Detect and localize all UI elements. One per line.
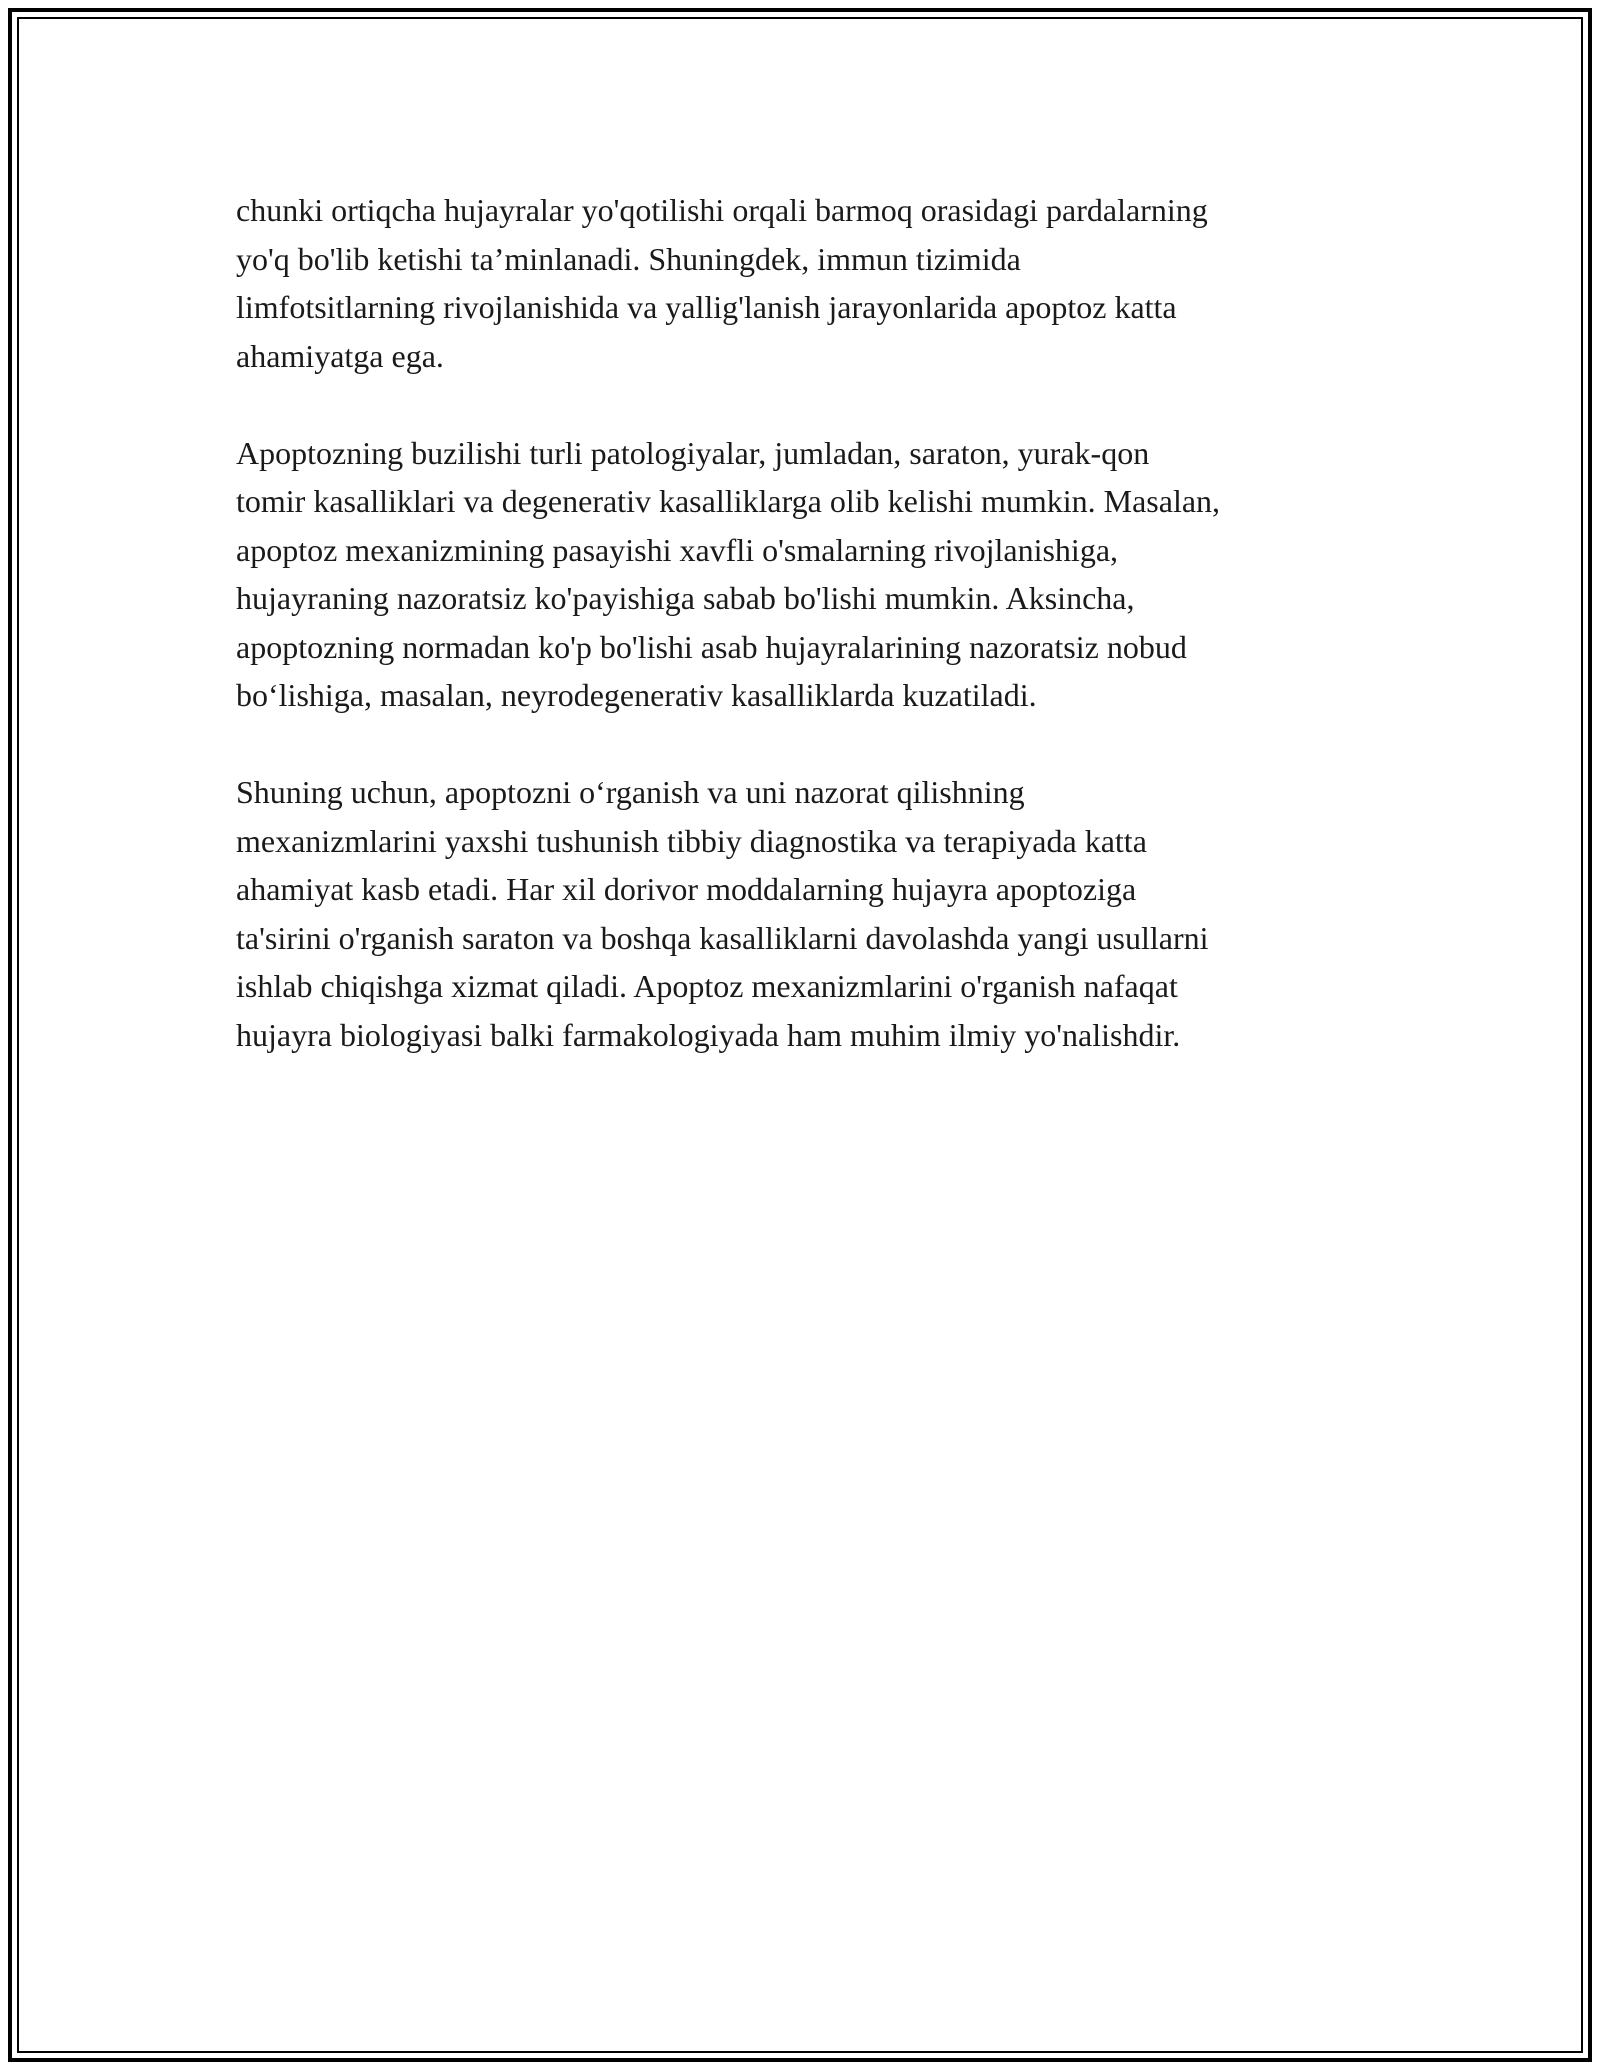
- text-line: ishlab chiqishga xizmat qiladi. Apoptoz mexanizmlarini o'rganish nafaqat: [236, 968, 1178, 1004]
- text-line: chunki ortiqcha hujayralar yo'qotilishi orqali barmoq orasidagi pardalarning: [236, 192, 1208, 228]
- text-line: ta'sirini o'rganish saraton va boshqa kasalliklarni davolashda yangi usullarni: [236, 919, 1209, 956]
- paragraph-2: [236, 429, 1376, 720]
- text-line: yo'q bo'lib ketishi ta’minlanadi. Shuningdek, immun tizimida: [236, 240, 1021, 277]
- text-line: ahamiyatga ega.: [236, 337, 444, 374]
- text-line: apoptozning normadan ko'p bo'lishi asab hujayralarining nazoratsiz nobud: [236, 628, 1187, 665]
- paragraph-3: [236, 768, 1376, 1059]
- text-line: hujayra biologiyasi balki farmakologiyada ham muhim ilmiy yo'nalishdir.: [236, 1016, 1181, 1053]
- text-line: hujayraning nazoratsiz ko'payishiga sabab bo'lishi mumkin. Aksincha,: [236, 580, 1135, 616]
- document-body: [236, 186, 1376, 1108]
- text-line: tomir kasalliklari va degenerativ kasalliklarga olib kelishi mumkin. Masalan,: [236, 483, 1221, 519]
- paragraph-1: [236, 186, 1376, 380]
- text-line: ahamiyat kasb etadi. Har xil dorivor moddalarning hujayra apoptoziga: [236, 871, 1137, 907]
- text-line: apoptoz mexanizmining pasayishi xavfli o'smalarning rivojlanishiga,: [236, 531, 1119, 568]
- text-line: Shuning uchun, apoptozni o‘rganish va uni nazorat qilishning: [236, 774, 1025, 810]
- text-line: mexanizmlarini yaxshi tushunish tibbiy diagnostika va terapiyada katta: [236, 822, 1147, 859]
- text-line: bo‘lishiga, masalan, neyrodegenerativ kasalliklarda kuzatiladi.: [236, 677, 1037, 713]
- text-line: Apoptozning buzilishi turli patologiyalar, jumladan, saraton, yurak-qon: [236, 434, 1150, 471]
- text-line: limfotsitlarning rivojlanishida va yallig'lanish jarayonlarida apoptoz katta: [236, 289, 1177, 325]
